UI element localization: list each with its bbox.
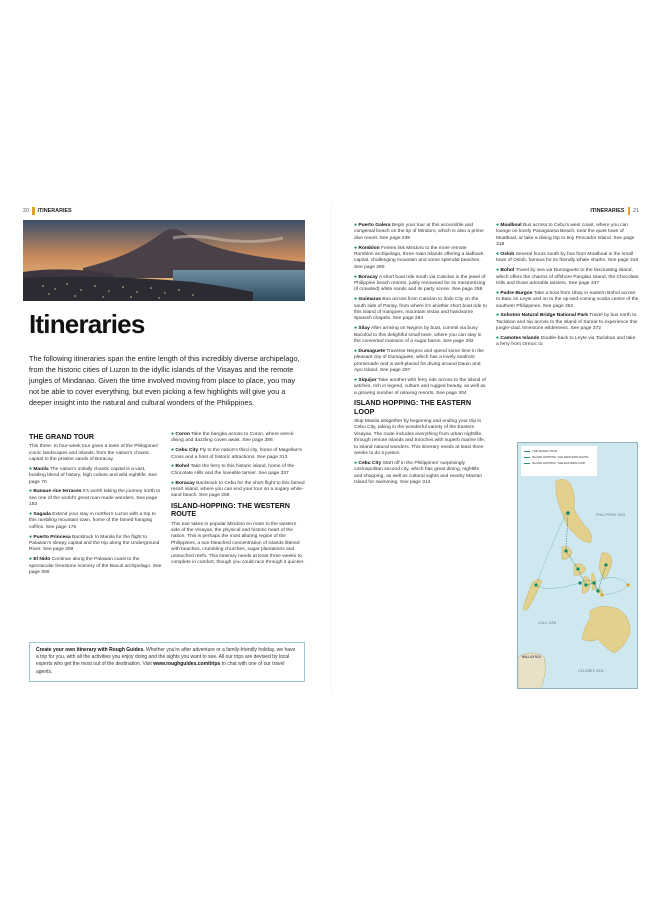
itinerary-stop: ● Silay After arriving on Negros by boat, commit via busy Bacolod to this delightful small town, where you can stay in the converted mansion of a sugar baron. See page 292 bbox=[354, 325, 482, 345]
stop-bullet-icon: ● bbox=[29, 465, 34, 472]
hero-photo-volcano bbox=[23, 220, 305, 301]
stop-bullet-icon: ● bbox=[354, 244, 359, 251]
stop-bullet-icon: ● bbox=[354, 222, 359, 228]
itinerary-stop: ● Padre Burgos Take a boat from Ubay in eastern Bohol across to Bato on Leyte and on to the up-and-coming scuba centre of the southern Philippines. See page 362 bbox=[496, 289, 639, 309]
itinerary-stop: ● Puerto Galera Begin your tour at this accessible and congenial beach on the tip of Mindoro, which is also a prime dive resort. See page 239 bbox=[354, 222, 484, 241]
itinerary-stop: ● Manila The nation's initially chaotic capital is a vast, bustling blend of history, high culture and wild nightlife. See page 70 bbox=[29, 465, 157, 485]
callout-text: Whether you're after adventure or a family-friendly holiday, we have a trip for you, with all the activities you enjoy doing and the sights you want to see. All our trips are devised by local experts who get the most out of the destination. Visit bbox=[36, 647, 296, 668]
itinerary-stop: ● Sohoton Natural Bridge National Park Travel by bus north to Tacloban and nip across to the island of Samar to experience this jungle-clad, limestone wilderness. See page 372 bbox=[496, 312, 638, 332]
western-route-column bbox=[354, 222, 487, 489]
itinerary-map bbox=[517, 442, 638, 689]
legend-swatch-icon bbox=[524, 451, 530, 452]
intro-paragraph: The following itineraries span the entire length of this incredibly diverse archipelago, from the historic cities of Luzon to the idyllic islands of the Visayas and the remote jungles of Mindanao. Given the time involved moving from place to place, you may not be able to cover everything, but even picking a few highlights will give you a deeper insight into the natural and cultural wonders of the Philippines. bbox=[29, 354, 300, 407]
hero-photo-illustration bbox=[23, 220, 305, 301]
stop-bullet-icon: ● bbox=[496, 222, 501, 228]
header-accent-bar bbox=[32, 207, 35, 215]
stop-bullet-icon: ● bbox=[354, 376, 359, 383]
itinerary-stop: ● Dumaguete Traverse Negros and spend some time in the pleasant city of Dumaguete, which has a lovely seafront promenade and is well-placed for diving around Dauin and Apo Island. See page 297 bbox=[354, 347, 485, 374]
right-page-number: 21 bbox=[633, 208, 639, 214]
itinerary-stop: ● Guimaras Bus across from Caticlan to Iloilo City on the south side of Panay, from where it's another short boat ride to this island of mangoes, mountain vistas and handsome Spanish chapels. See page 284 bbox=[354, 296, 487, 322]
stop-bullet-icon: ● bbox=[354, 325, 359, 332]
stop-bullet-icon: ● bbox=[171, 479, 176, 486]
itinerary-stop: ● Siquijor Take another with ferry ride across to the island of witches, rich in legend, culture and rugged beauty, as well as a growing number of relaxing resorts. See page 304 bbox=[354, 376, 486, 396]
map-label-celebes-sea: CELEBES SEA bbox=[578, 669, 604, 673]
itinerary-stop: ● Moalboal Bus across to Cebu's west coast, where you can lounge on lovely Panagsama Beach, near the quiet town of Moalboal, or take a diving trip to tiny Pescador Island. See page 318 bbox=[496, 222, 635, 248]
callout-heading: Create your own itinerary with Rough Guides. bbox=[36, 647, 145, 653]
legend-swatch-icon bbox=[524, 457, 530, 458]
itinerary-stop: ● Cebu City Start off in the Philippines' surprisingly cosmopolitan second city, which has great dining, nightlife and shopping, as well as cultural sights and nearby Mactan Island for swimming. See page 313 bbox=[354, 459, 483, 485]
itinerary-stop: ● Boracay Backtrack to Cebu for the short flight to this famed resort island, where you can end your tour on a sugary white-sand beach. See page 258 bbox=[171, 479, 305, 499]
right-section-name: ITINERARIES bbox=[590, 208, 625, 214]
eastern-loop-intro: Skip Manila altogether by beginning and ending your trip in Cebu City, taking in the wonderful variety of the Eastern Visayas. The route includes everything from urban nightlife, through remote islands and trooches with superb marine life, to inland natural wonders. This itinerary needs at least three weeks to do it justice. bbox=[354, 418, 486, 456]
stop-bullet-icon: ● bbox=[354, 296, 359, 303]
stop-bullet-icon: ● bbox=[354, 347, 359, 354]
stop-bullet-icon: ● bbox=[354, 459, 359, 466]
itinerary-stop: ● Banaue rice terraces It's worth taking the journey north to see one of the world's great man-made wonders. See page 183 bbox=[29, 488, 161, 508]
left-section-name: ITINERARIES bbox=[37, 208, 72, 214]
itinerary-stop: ● Bohol Take the ferry to this historic island, home of the Chocolate Hills and the loveable tarsier. See page 337 bbox=[171, 463, 295, 476]
stop-bullet-icon: ● bbox=[496, 267, 501, 274]
itinerary-stop: ● Oslob Several hours south by bus from Moalboal is the small town of Oslob, famous for its friendly whale sharks. See page 316 bbox=[496, 251, 639, 264]
map-label-sulu-sea: SULU SEA bbox=[538, 621, 557, 625]
stop-bullet-icon: ● bbox=[496, 251, 501, 258]
stop-bullet-icon: ● bbox=[29, 511, 34, 518]
callout-text-end: to chat with one of our travel agents. bbox=[36, 661, 285, 675]
map-label-philippine-sea: PHILIPPINE SEA bbox=[596, 513, 626, 517]
stop-bullet-icon: ● bbox=[171, 431, 176, 437]
eastern-loop-heading: ISLAND HOPPING: THE EASTERN LOOP bbox=[354, 398, 472, 416]
left-page-number: 20 bbox=[23, 208, 29, 214]
stop-bullet-icon: ● bbox=[171, 463, 176, 470]
callout-url[interactable]: www.roughguides.com/trips bbox=[153, 661, 221, 668]
grand-tour-column-1 bbox=[29, 431, 162, 579]
legend-entry: ISLAND HOPPING: THE EASTERN LOOP bbox=[524, 461, 594, 465]
itinerary-stop: ● Puerto Princesa Backtrack to Manila for the flight to Palawan's sleepy capital and the trip along the Underground River. See page 309 bbox=[29, 533, 160, 553]
header-accent-bar bbox=[628, 207, 631, 215]
itinerary-stop: ● El Nido Continue along the Palawan coast to the spectacular limestone scenery of the Bacuit archipelago. See page 300 bbox=[29, 556, 162, 576]
book-spread bbox=[23, 205, 639, 693]
stop-bullet-icon: ● bbox=[29, 533, 34, 540]
legend-swatch-icon bbox=[524, 463, 530, 464]
left-running-header bbox=[23, 205, 72, 217]
philippines-map-illustration bbox=[518, 443, 638, 689]
stop-bullet-icon: ● bbox=[496, 335, 501, 342]
itinerary-stop: ● Camotes Islands Double-back to Leyte via Tacloban and take a ferry from Ormoc to bbox=[496, 335, 636, 348]
stop-bullet-icon: ● bbox=[171, 447, 176, 454]
map-legend bbox=[521, 446, 597, 476]
page-title: Itineraries bbox=[29, 309, 145, 339]
itinerary-stop: ● Bohol Travel by sea via Dumaguete to the fascinating island, which offers the charms of offshore Panglao Island, the Chocolate Hills and those adorable tarsiers. See page 337 bbox=[496, 267, 639, 287]
stop-bullet-icon: ● bbox=[29, 556, 34, 563]
grand-tour-intro: This three- to four-week tour gives a taste of the Philippines' iconic landscapes and islands, from the nation's chaotic capital to the pristine sands of Boracay. bbox=[29, 444, 159, 463]
stop-bullet-icon: ● bbox=[496, 289, 501, 296]
itinerary-stop: ● Cebu City Fly to the nation's third city, home of Magellan's Cross and a host of historic attractions. See page 313 bbox=[171, 447, 302, 460]
map-label-malaysia: MALAYSIA bbox=[522, 655, 541, 659]
western-route-intro: This tour takes in popular Mindoro en route to the western side of the Visayas, the physical and historic heart of the nation. This is perhaps the most alluring region of the Philippines, a sun-bleached concentration of islands littered with beaches, crumbling churches, sugar plantations and untouched reefs. This itinerary needs at least three weeks to complete in comfort, though you could race through it quicker. bbox=[171, 521, 305, 566]
grand-tour-heading: THE GRAND TOUR bbox=[29, 432, 94, 441]
itinerary-stop: ● Romblon Ferries link Mindoro to the more remote Romblon archipelago, three main islands offering a laidback capital, challenging mountain and some splendid beaches. See page 260 bbox=[354, 244, 484, 270]
grand-tour-column-2 bbox=[171, 431, 305, 569]
stop-bullet-icon: ● bbox=[496, 312, 501, 319]
rough-guides-callout bbox=[29, 642, 305, 682]
legend-entry: THE GRAND TOUR bbox=[524, 449, 594, 453]
stop-bullet-icon: ● bbox=[354, 273, 359, 280]
western-route-heading: ISLAND-HOPPING: THE WESTERN ROUTE bbox=[171, 501, 290, 519]
itinerary-stop: ● Boracay A short boat ride south via Caticlan is the jewel of Philippine beach resorts, justly renowned for its mesmerizing (if crowded) white sands and its party scene. See page 258 bbox=[354, 273, 486, 293]
itinerary-stop: ● Coron Take the bangka across to Coron, where wreck-diving and dazzling coves await. See page 386 bbox=[171, 431, 295, 444]
legend-entry: ISLAND-HOPPING: THE WESTERN ROUTE bbox=[524, 455, 594, 459]
stop-bullet-icon: ● bbox=[29, 488, 34, 495]
right-running-header bbox=[590, 205, 639, 217]
page-gutter bbox=[331, 205, 332, 693]
eastern-loop-column bbox=[496, 222, 639, 351]
itinerary-stop: ● Sagada Extend your stay in northern Luzon with a trip to this rambling mountain town, home of the famed hanging coffins. See page 176 bbox=[29, 511, 156, 530]
